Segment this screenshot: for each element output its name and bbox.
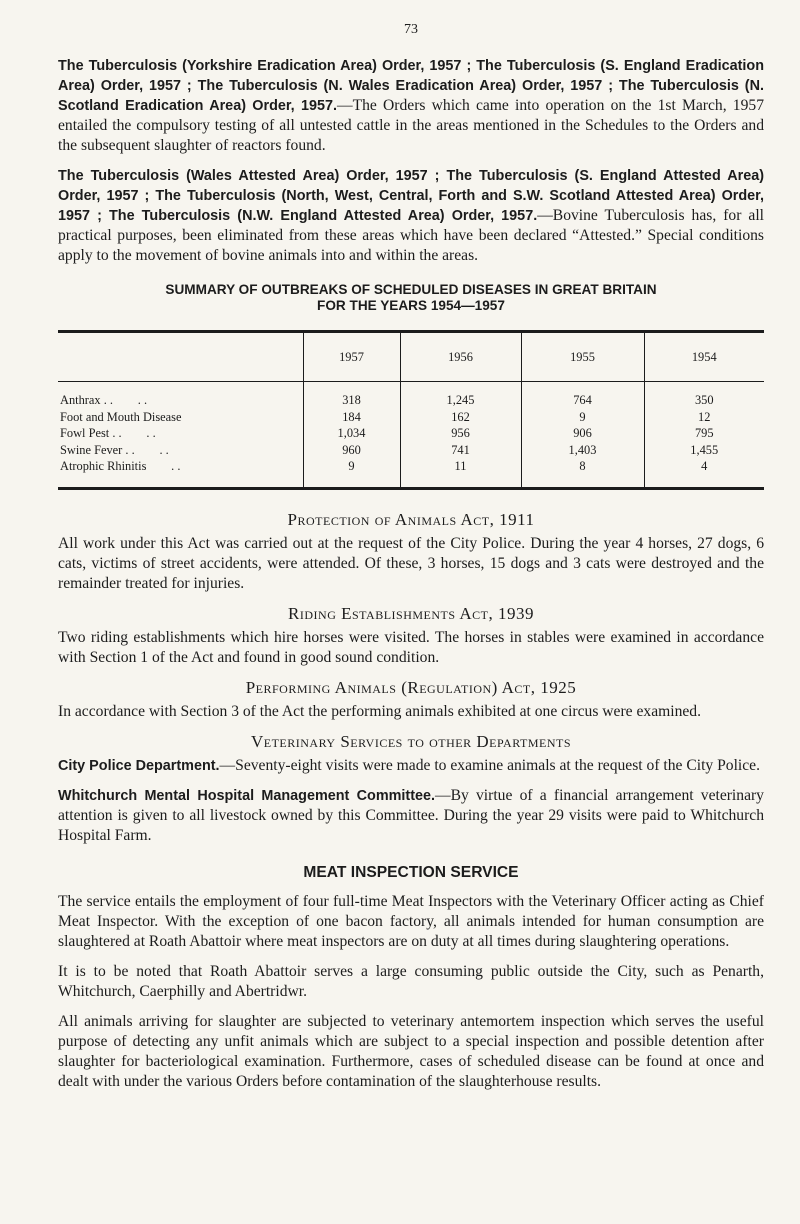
eradication-orders-text: —The Orders which came into operation on the 1st March, 1957 entailed the compulsory testing of all untested cattle in the areas mentioned in the Schedules to the Orders and the subsequent slaughter of reactors found. (58, 97, 764, 154)
meat-paragraph-3: All animals arriving for slaughter are subjected to veterinary antemortem inspection which serves the useful purpose of detecting any unfit animals which are subject to a special inspection and possible detention after slaughter for bacteriological examination. Furthermore, cases of scheduled disease can be found at once and dealt with under the various Orders before contamination of the slaughterhouse results. (58, 1012, 764, 1090)
police-title: City Police Department. (58, 757, 220, 774)
table-cell: 795 (644, 425, 764, 442)
disease-label: Foot and Mouth Disease (60, 409, 182, 424)
police-text: —Seventy-eight visits were made to examine animals at the request of the City Police. (219, 756, 760, 774)
outbreaks-table (58, 330, 764, 490)
header-year: 1957 (303, 332, 400, 382)
table-cell: 350 (644, 382, 764, 409)
page-number: 73 (404, 22, 418, 37)
table-cell: 11 (400, 458, 521, 488)
table-row (58, 458, 764, 488)
table-cell: 1,245 (400, 382, 521, 409)
protection-act-heading: Protection of Animals Act, 1911 (287, 509, 535, 529)
eradication-orders-title: The Tuberculosis (Yorkshire Eradication Area) Order, 1957 ; The Tuberculosis (S. England Eradication Area) Order, 1957 ; The Tuberculosis (N. Wales Eradication Area) Order, 1957 ; The Tuberculosis (N. Scotland Eradication Area) Order, 1957. (58, 58, 764, 114)
summary-table-title (58, 282, 764, 314)
attested-orders-text: —Bovine Tuberculosis has, for all practical purposes, been eliminated from these areas which have been declared “Attested.” Special conditions apply to the movement of bovine animals into and within the areas. (58, 207, 765, 264)
disease-label: Anthrax . . . . (60, 393, 148, 407)
table-row (58, 442, 764, 459)
meat-paragraph-1: The service entails the employment of four full-time Meat Inspectors with the Veterinary Officer acting as Chief Meat Inspector. With the exception of one bacon factory, all animals intended for human consumption are slaughtered at Roath Abattoir where meat inspectors are on duty at all times during slaughtering operations. (58, 892, 764, 950)
table-cell: 162 (400, 409, 521, 426)
table-cell: 1,403 (521, 442, 644, 459)
summary-title-line-2: FOR THE YEARS 1954—1957 (317, 298, 505, 313)
whitchurch-title: Whitchurch Mental Hospital Management Committee. (58, 787, 436, 804)
summary-title-line-1: SUMMARY OF OUTBREAKS OF SCHEDULED DISEASES IN GREAT BRITAIN (165, 282, 657, 297)
table-cell: 960 (303, 442, 400, 459)
attested-orders-title: The Tuberculosis (Wales Attested Area) Order, 1957 ; The Tuberculosis (S. England Attested Area) Order, 1957 ; The Tuberculosis (North, West, Central, Forth and S.W. Scotland Attested Area) Order, 1957 ; The Tuberculosis (N.W. England Attested Area) Order, 1957. (58, 168, 764, 224)
riding-act-heading: Riding Establishments Act, 1939 (288, 603, 534, 623)
table-cell: 9 (303, 458, 400, 488)
table-cell: 1,455 (644, 442, 764, 459)
table-header-row (58, 332, 764, 382)
table-row (58, 409, 764, 426)
protection-act-text: All work under this Act was carried out at the request of the City Police. During the year 4 horses, 27 dogs, 6 cats, victims of street accidents, were attended. Of these, 3 horses, 15 dogs and 3 cats were destroyed and the remainder treated for injuries. (58, 534, 764, 592)
disease-label: Swine Fever . . . . (60, 442, 169, 457)
table-cell: 1,034 (303, 425, 400, 442)
table-row (58, 382, 764, 409)
header-blank (58, 332, 303, 382)
table-cell: 184 (303, 409, 400, 426)
performing-act-text: In accordance with Section 3 of the Act the performing animals exhibited at one circus were examined. (58, 702, 702, 720)
document-page (58, 22, 764, 1102)
table-cell: 741 (400, 442, 521, 459)
table-row (58, 425, 764, 442)
meat-inspection-heading: MEAT INSPECTION SERVICE (303, 863, 519, 881)
police-paragraph (58, 756, 764, 776)
header-year: 1955 (521, 332, 644, 382)
table-cell: 8 (521, 458, 644, 488)
disease-label: Fowl Pest . . . . (60, 426, 156, 440)
header-year: 1954 (644, 332, 764, 382)
table-cell: 318 (303, 382, 400, 409)
whitchurch-paragraph (58, 786, 764, 846)
tuberculosis-attested-paragraph (58, 166, 764, 266)
table-cell: 12 (644, 409, 764, 426)
performing-act-heading: Performing Animals (Regulation) Act, 1925 (245, 677, 577, 697)
table-cell: 906 (521, 425, 644, 442)
veterinary-services-heading: Veterinary Services to other Departments (250, 731, 571, 751)
disease-label: Atrophic Rhinitis . . (60, 459, 181, 473)
header-year: 1956 (400, 332, 521, 382)
table-cell: 956 (400, 425, 521, 442)
table-cell: 4 (644, 458, 764, 488)
table-cell: 764 (521, 382, 644, 409)
table-cell: 9 (521, 409, 644, 426)
riding-act-text: Two riding establishments which hire horses were visited. The horses in stables were examined in accordance with Section 1 of the Act and found in good sound condition. (58, 628, 764, 666)
whitchurch-text: —By virtue of a financial arrangement veterinary attention is given to all livestock owned by this Committee. During the year 29 visits were paid to Whitchurch Hospital Farm. (58, 786, 764, 844)
tuberculosis-eradication-paragraph (58, 56, 764, 156)
meat-paragraph-2: It is to be noted that Roath Abattoir serves a large consuming public outside the City, such as Penarth, Whitchurch, Caerphilly and Abertridwr. (58, 962, 764, 1000)
